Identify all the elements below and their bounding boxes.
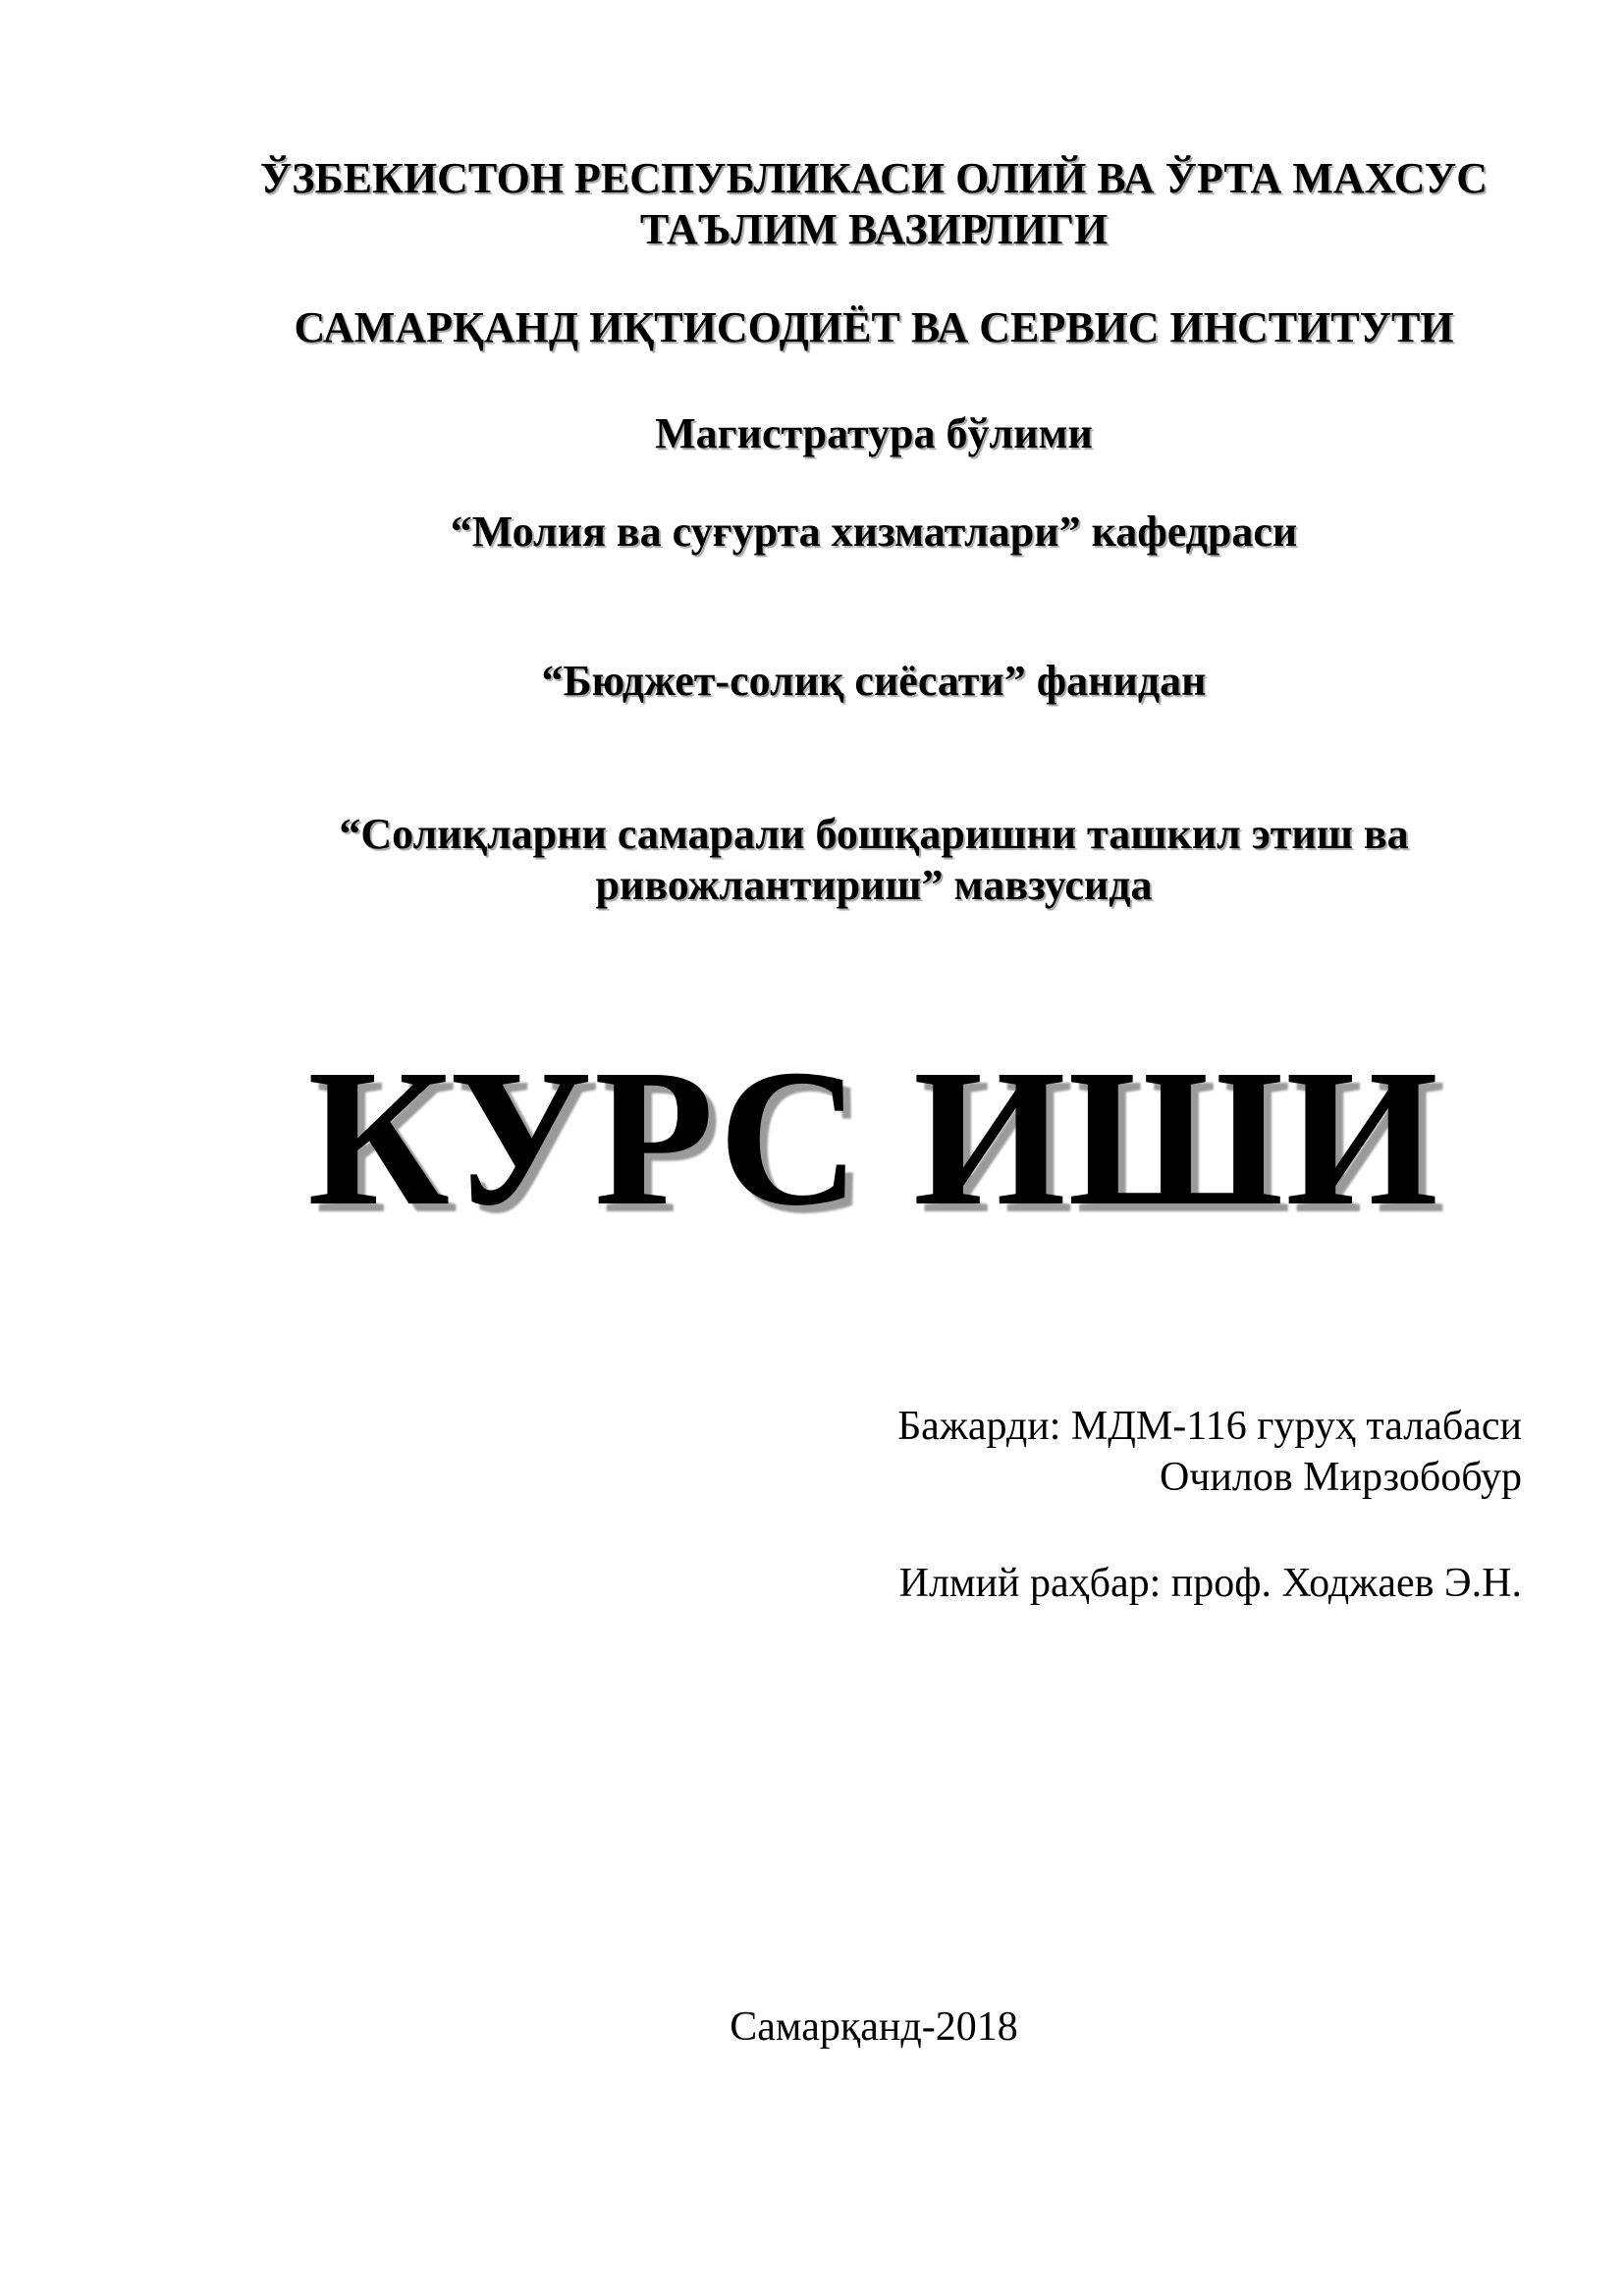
department-name: Магистратура бўлими xyxy=(655,409,1093,457)
city-year: Самарқанд-2018 xyxy=(730,2004,1018,2050)
institute-name: САМАРҚАНД ИҚТИСОДИЁТ ВА СЕРВИС ИНСТИТУТИ xyxy=(294,303,1454,351)
student-name: Очилов Мирзобобур xyxy=(1159,1455,1522,1500)
topic-line-1: “Солиқларни самарали бошқаришни ташкил этиш ва xyxy=(339,810,1409,858)
subject-name: “Бюджет-солиқ сиёсати” фанидан xyxy=(541,657,1207,705)
supervisor-line: Илмий раҳбар: проф. Ходжаев Э.Н. xyxy=(898,1561,1522,1606)
ministry-name-line-1: ЎЗБЕКИСТОН РЕСПУБЛИКАСИ ОЛИЙ ВА ЎРТА МАХСУС xyxy=(259,154,1488,202)
topic-line-2: ривожлантириш” мавзусида xyxy=(595,861,1153,909)
ministry-name-line-2: ТАЪЛИМ ВАЗИРЛИГИ xyxy=(639,205,1109,253)
document-title: КУРС ИШИ xyxy=(307,1030,1440,1247)
performer-line: Бажарди: МДМ-116 гуруҳ талабаси xyxy=(897,1404,1522,1449)
chair-name: “Молия ва суғурта хизматлари” кафедраси xyxy=(450,507,1298,556)
